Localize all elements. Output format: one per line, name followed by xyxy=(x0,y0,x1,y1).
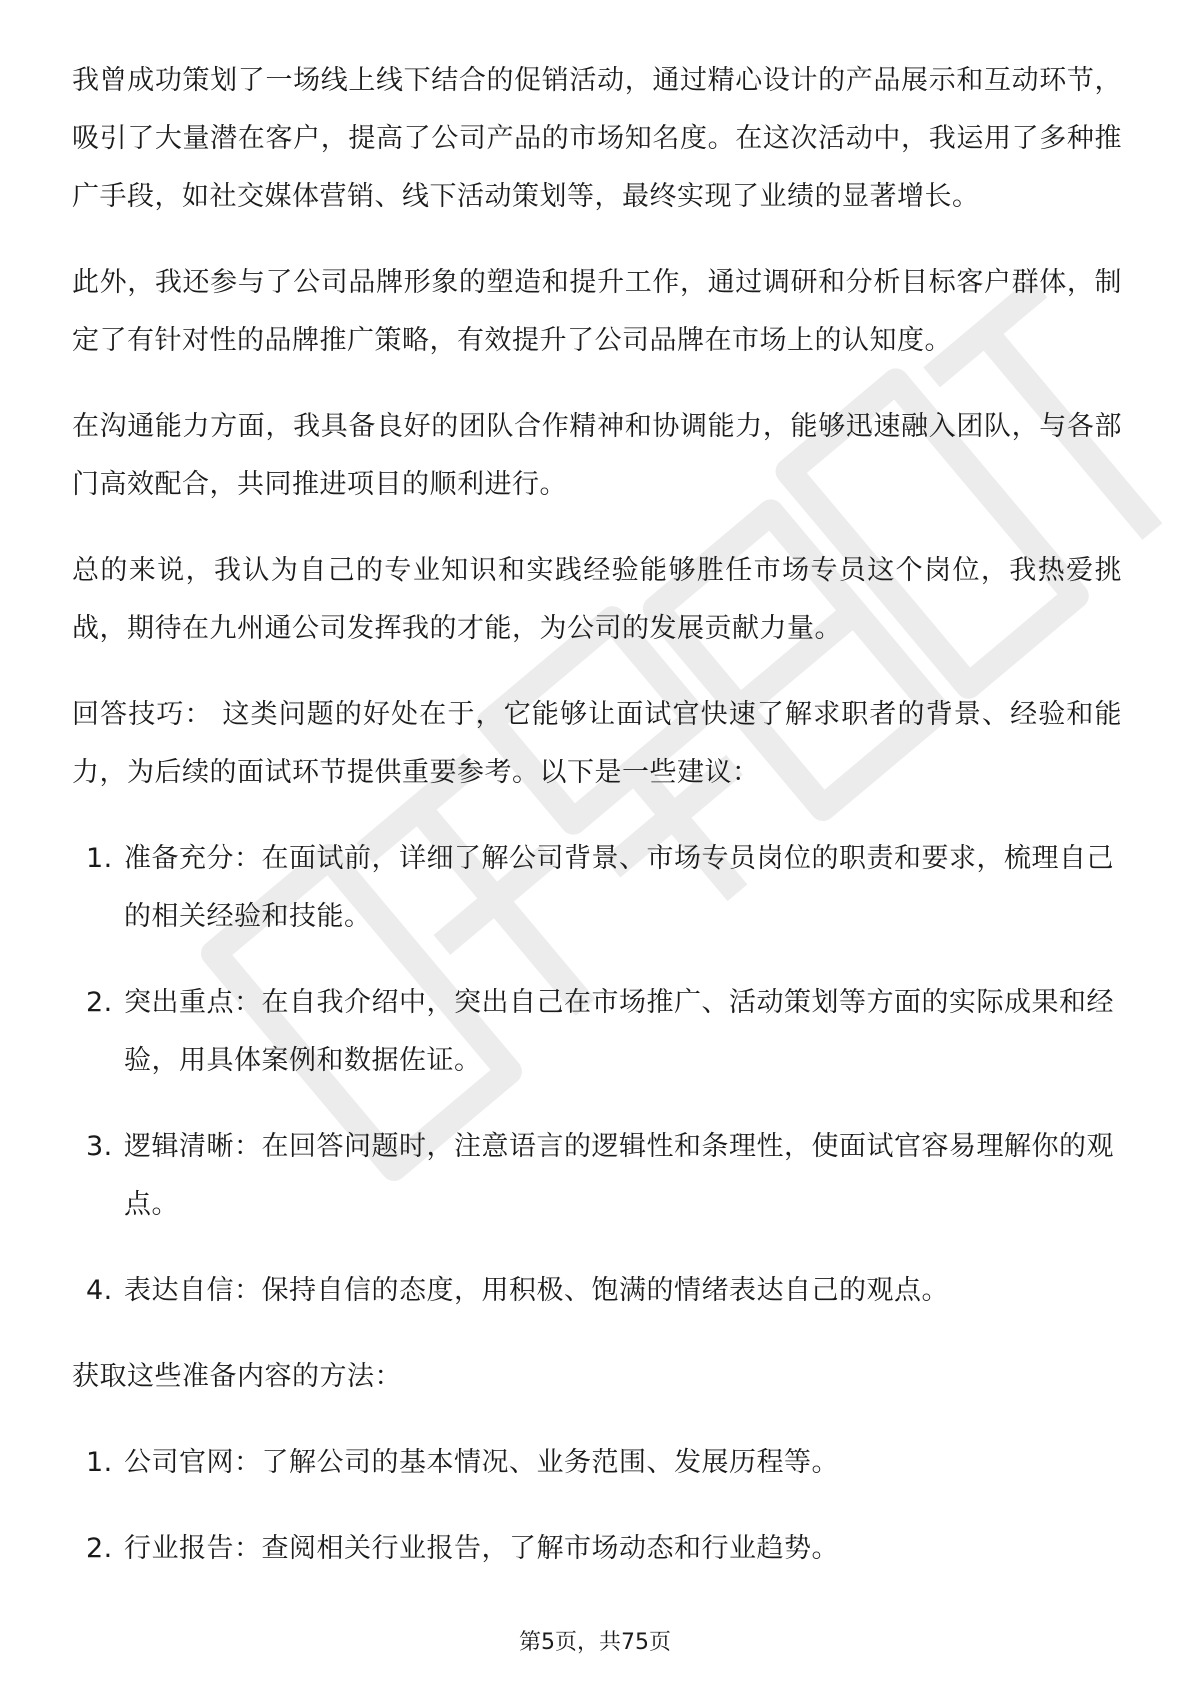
document-body xyxy=(72,52,1122,1606)
page-footer: 第5页，共75页 xyxy=(519,1630,671,1655)
methods-heading: 获取这些准备内容的方法： xyxy=(72,1361,402,1392)
list-item xyxy=(72,1118,1122,1234)
methods-list xyxy=(72,1434,1122,1578)
list-number: 4. xyxy=(86,1275,113,1306)
list-item xyxy=(72,974,1122,1090)
list-number: 2. xyxy=(86,987,113,1018)
list-item xyxy=(72,1262,1122,1320)
list-number: 3. xyxy=(86,1131,113,1162)
paragraph-summary: 总的来说，我认为自己的专业知识和实践经验能够胜任市场专员这个岗位，我热爱挑战，期待在九州通公司发挥我的才能，为公司的发展贡献力量。 xyxy=(72,555,1122,644)
list-item-text: 突出重点：在自我介绍中，突出自己在市场推广、活动策划等方面的实际成果和经验，用具体案例和数据佐证。 xyxy=(124,987,1114,1076)
list-number: 1. xyxy=(86,1447,113,1478)
list-item xyxy=(72,830,1122,946)
list-number: 1. xyxy=(86,843,113,874)
list-item-text: 逻辑清晰：在回答问题时，注意语言的逻辑性和条理性，使面试官容易理解你的观点。 xyxy=(124,1131,1114,1220)
list-item xyxy=(72,1520,1122,1578)
list-item xyxy=(72,1434,1122,1492)
list-number: 2. xyxy=(86,1533,113,1564)
paragraph-communication: 在沟通能力方面，我具备良好的团队合作精神和协调能力，能够迅速融入团队，与各部门高效配合，共同推进项目的顺利进行。 xyxy=(72,411,1122,500)
paragraph-campaign: 我曾成功策划了一场线上线下结合的促销活动，通过精心设计的产品展示和互动环节，吸引了大量潜在客户，提高了公司产品的市场知名度。在这次活动中，我运用了多种推广手段，如社交媒体营销、线下活动策划等，最终实现了业绩的显著增长。 xyxy=(72,65,1122,212)
list-item-text: 准备充分：在面试前，详细了解公司背景、市场专员岗位的职责和要求，梳理自己的相关经验和技能。 xyxy=(124,843,1114,932)
list-item-text: 行业报告：查阅相关行业报告，了解市场动态和行业趋势。 xyxy=(124,1533,839,1564)
paragraph-answer-tips: 回答技巧： 这类问题的好处在于，它能够让面试官快速了解求职者的背景、经验和能力，为后续的面试环节提供重要参考。以下是一些建议： xyxy=(72,699,1122,788)
tips-list xyxy=(72,830,1122,1320)
paragraph-brand: 此外，我还参与了公司品牌形象的塑造和提升工作，通过调研和分析目标客户群体，制定了有针对性的品牌推广策略，有效提升了公司品牌在市场上的认知度。 xyxy=(72,267,1122,356)
list-item-text: 公司官网：了解公司的基本情况、业务范围、发展历程等。 xyxy=(124,1447,839,1478)
list-item-text: 表达自信：保持自信的态度，用积极、饱满的情绪表达自己的观点。 xyxy=(124,1275,949,1306)
